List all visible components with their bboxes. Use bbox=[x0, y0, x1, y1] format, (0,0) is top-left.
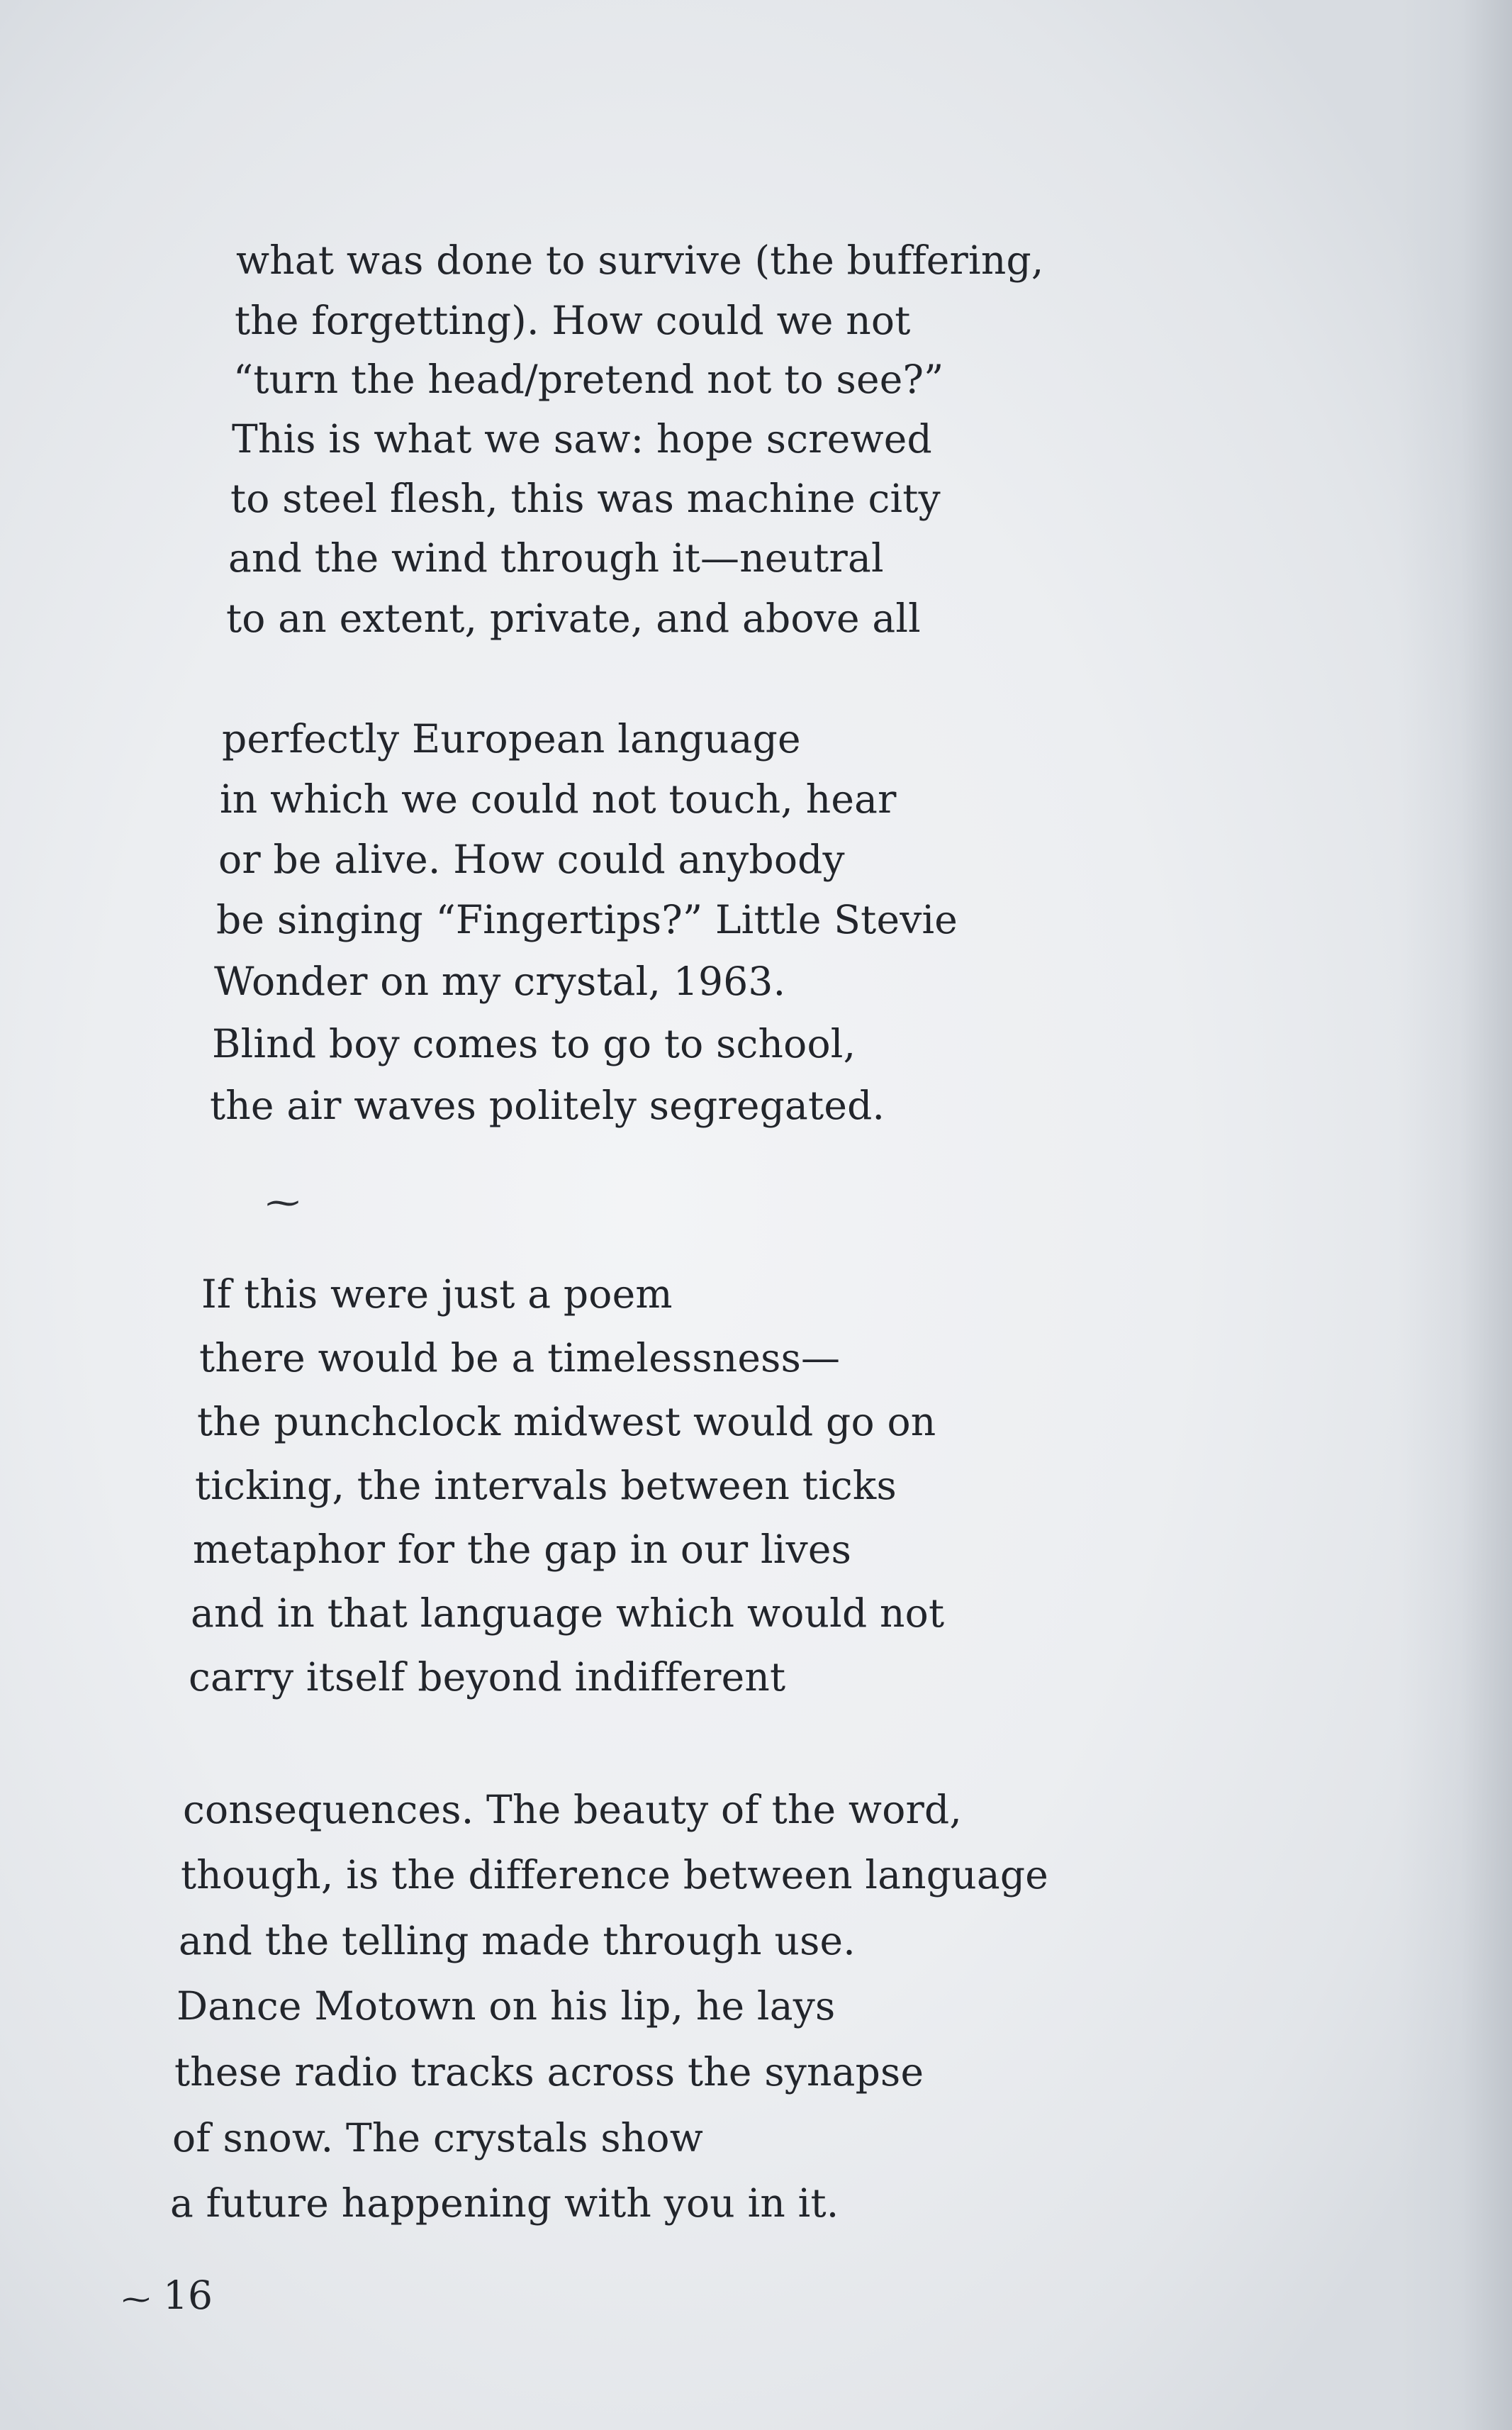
page-folio bbox=[122, 2273, 213, 2318]
poem-line: there would be a timelessness— bbox=[199, 1335, 841, 1381]
poem-line: carry itself beyond indifferent bbox=[189, 1654, 786, 1700]
poem-line: This is what we saw: hope screwed bbox=[232, 416, 932, 462]
poem-line: ticking, the intervals between ticks bbox=[195, 1463, 897, 1508]
poem-line: of snow. The crystals show bbox=[172, 2115, 703, 2161]
poem-line: If this were just a poem bbox=[201, 1271, 673, 1317]
page-number: 16 bbox=[163, 2273, 213, 2318]
poem-line: though, is the difference between language bbox=[181, 1852, 1048, 1897]
poem-line: and in that language which would not bbox=[191, 1590, 945, 1636]
page-edge-shadow bbox=[1399, 0, 1512, 2430]
poem-line: or be alive. How could anybody bbox=[218, 837, 845, 882]
poem-line: metaphor for the gap in our lives bbox=[193, 1527, 852, 1572]
poem-line: be singing “Fingertips?” Little Stevie bbox=[216, 897, 958, 942]
poem-line: a future happening with you in it. bbox=[170, 2180, 839, 2226]
poem-line: “turn the head/pretend not to see?” bbox=[233, 357, 944, 402]
poem-line: the punchclock midwest would go on bbox=[197, 1399, 936, 1444]
poem-line: the forgetting). How could we not bbox=[235, 298, 911, 343]
poem-line: and the telling made through use. bbox=[179, 1918, 856, 1963]
poem-line: these radio tracks across the synapse bbox=[174, 2049, 924, 2095]
poem-line: what was done to survive (the buffering, bbox=[236, 238, 1044, 283]
poem-line: and the wind through it—neutral bbox=[228, 535, 884, 581]
poem-line: consequences. The beauty of the word, bbox=[183, 1787, 963, 1832]
poem-line: to an extent, private, and above all bbox=[226, 596, 921, 641]
poem-line: perfectly European language bbox=[222, 716, 801, 762]
poem-line: in which we could not touch, hear bbox=[220, 776, 897, 822]
poem-line: to steel flesh, this was machine city bbox=[230, 476, 941, 521]
poem-line: Blind boy comes to go to school, bbox=[212, 1021, 856, 1066]
poem-line: Dance Motown on his lip, he lays bbox=[177, 1983, 836, 2029]
poem-line: Wonder on my crystal, 1963. bbox=[214, 959, 786, 1004]
poem-line: the air waves politely segregated. bbox=[210, 1083, 885, 1128]
folio-ornament: ⁓ bbox=[122, 2283, 150, 2316]
section-ornament: ⁓ bbox=[266, 1183, 300, 1222]
